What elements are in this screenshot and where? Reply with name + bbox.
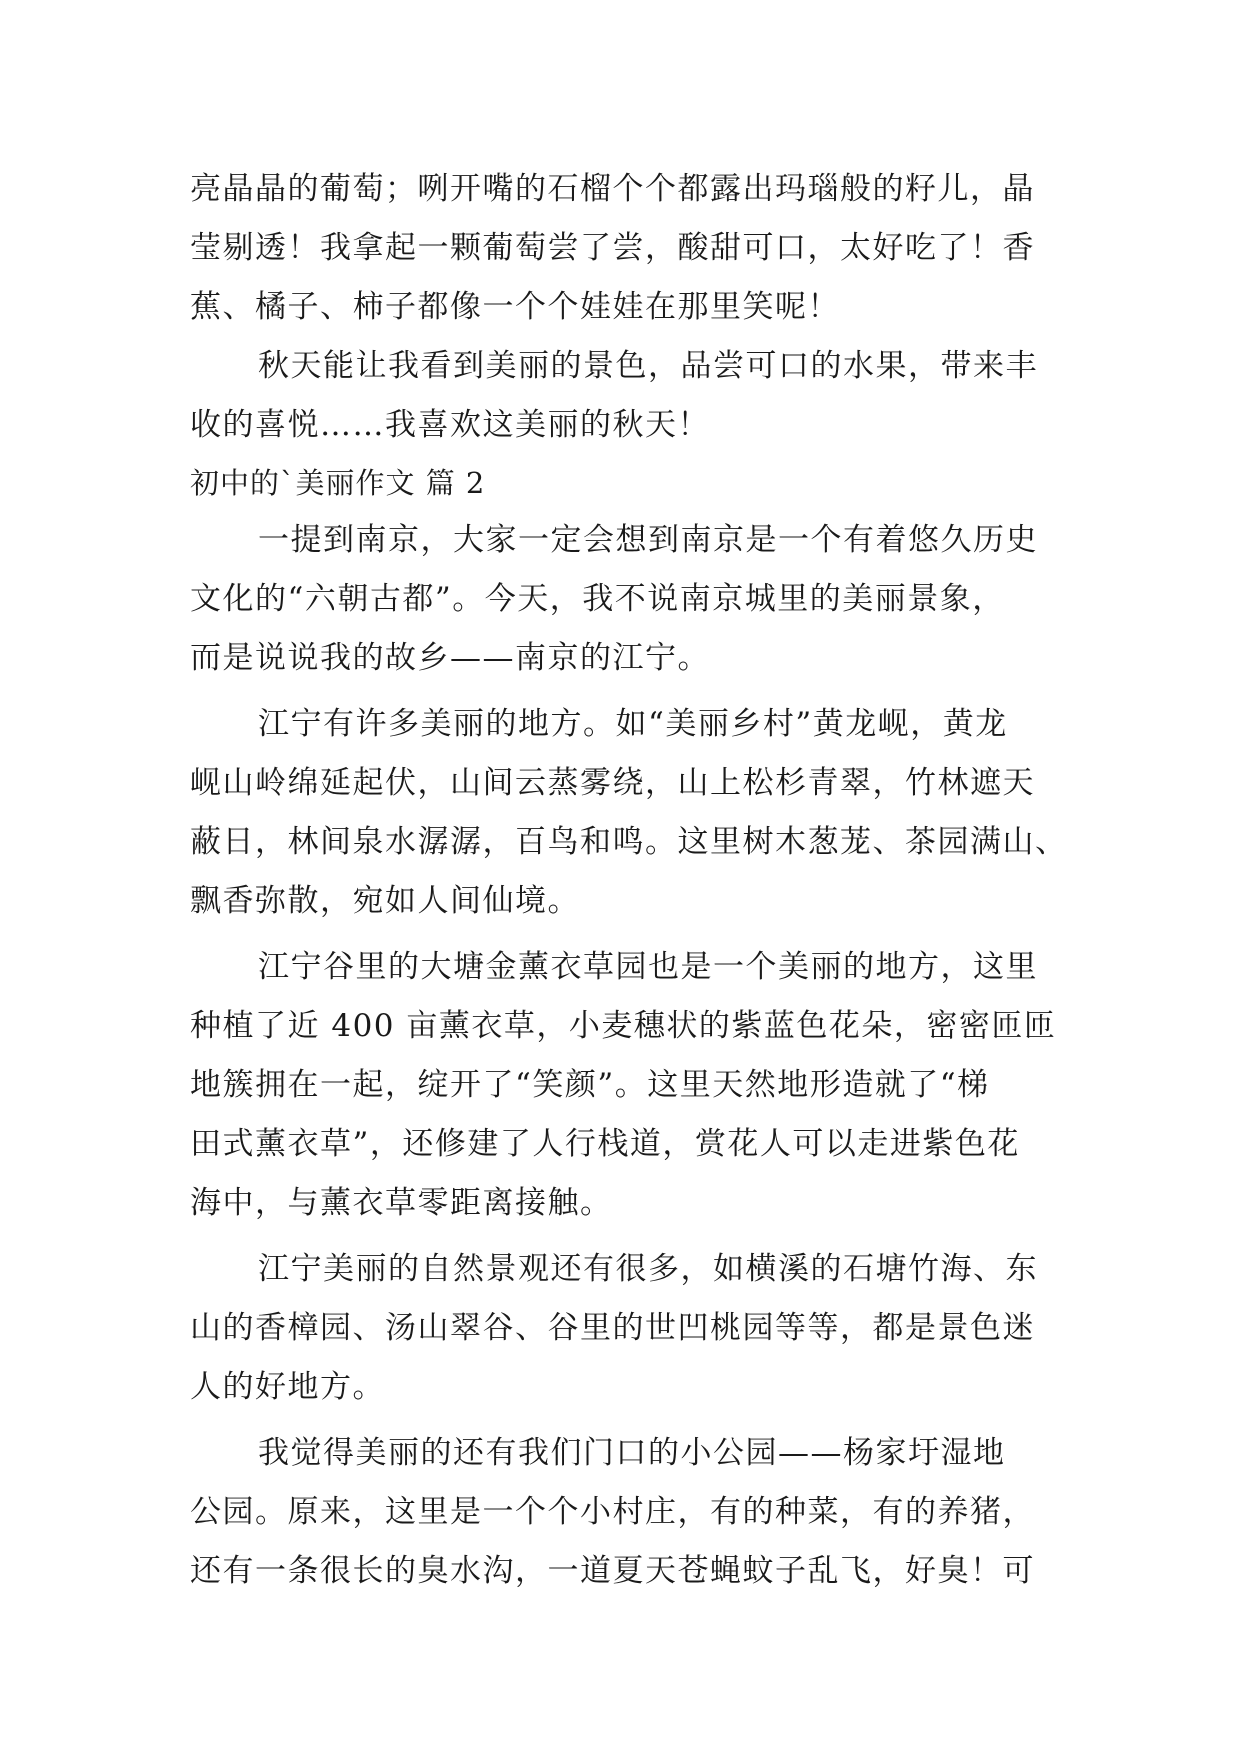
- text-line: 文化的“六朝古都”。今天，我不说南京城里的美丽景象，: [190, 581, 1005, 617]
- text-line: 亮晶晶的葡萄；咧开嘴的石榴个个都露出玛瑙般的籽儿，晶: [190, 171, 1035, 207]
- text-line: 莹剔透！我拿起一颗葡萄尝了尝，酸甜可口，太好吃了！香: [190, 230, 1035, 266]
- text-line: 飘香弥散，宛如人间仙境。: [190, 883, 580, 919]
- paragraph-first-line: 一提到南京，大家一定会想到南京是一个有着悠久历史: [258, 522, 1038, 558]
- paragraph-first-line: 江宁谷里的大塘金薰衣草园也是一个美丽的地方，这里: [258, 949, 1038, 985]
- text-line: 山的香樟园、汤山翠谷、谷里的世凹桃园等等，都是景色迷: [190, 1310, 1035, 1346]
- text-line: 海中，与薰衣草零距离接触。: [190, 1185, 613, 1221]
- text-line: 岘山岭绵延起伏，山间云蒸雾绕，山上松杉青翠，竹林遮天: [190, 765, 1035, 801]
- text-line: 人的好地方。: [190, 1369, 385, 1405]
- text-line: 收的喜悦……我喜欢这美丽的秋天！: [190, 407, 710, 443]
- text-line: 而是说说我的故乡——南京的江宁。: [190, 640, 710, 676]
- paragraph-first-line: 江宁美丽的自然景观还有很多，如横溪的石塘竹海、东: [258, 1251, 1038, 1287]
- text-line: 种植了近 400 亩薰衣草，小麦穗状的紫蓝色花朵，密密匝匝: [190, 1008, 1057, 1044]
- text-line: 田式薰衣草”，还修建了人行栈道，赏花人可以走进紫色花: [190, 1126, 1020, 1162]
- paragraph-first-line: 江宁有许多美丽的地方。如“美丽乡村”黄龙岘，黄龙: [258, 706, 1008, 742]
- text-line: 地簇拥在一起，绽开了“笑颜”。这里天然地形造就了“梯: [190, 1067, 990, 1103]
- text-line: 蕉、橘子、柿子都像一个个娃娃在那里笑呢！: [190, 289, 840, 325]
- paragraph-first-line: 秋天能让我看到美丽的景色，品尝可口的水果，带来丰: [258, 348, 1038, 384]
- text-line: 还有一条很长的臭水沟，一道夏天苍蝇蚊子乱飞，好臭！可: [190, 1553, 1035, 1589]
- document-body: [190, 160, 1070, 1601]
- section-heading: 初中的`美丽作文 篇 2: [190, 466, 486, 500]
- paragraph-first-line: 我觉得美丽的还有我们门口的小公园——杨家圩湿地: [258, 1435, 1006, 1471]
- text-line: 蔽日，林间泉水潺潺，百鸟和鸣。这里树木葱茏、茶园满山、: [190, 824, 1068, 860]
- text-line: 公园。原来，这里是一个个小村庄，有的种菜，有的养猪，: [190, 1494, 1035, 1530]
